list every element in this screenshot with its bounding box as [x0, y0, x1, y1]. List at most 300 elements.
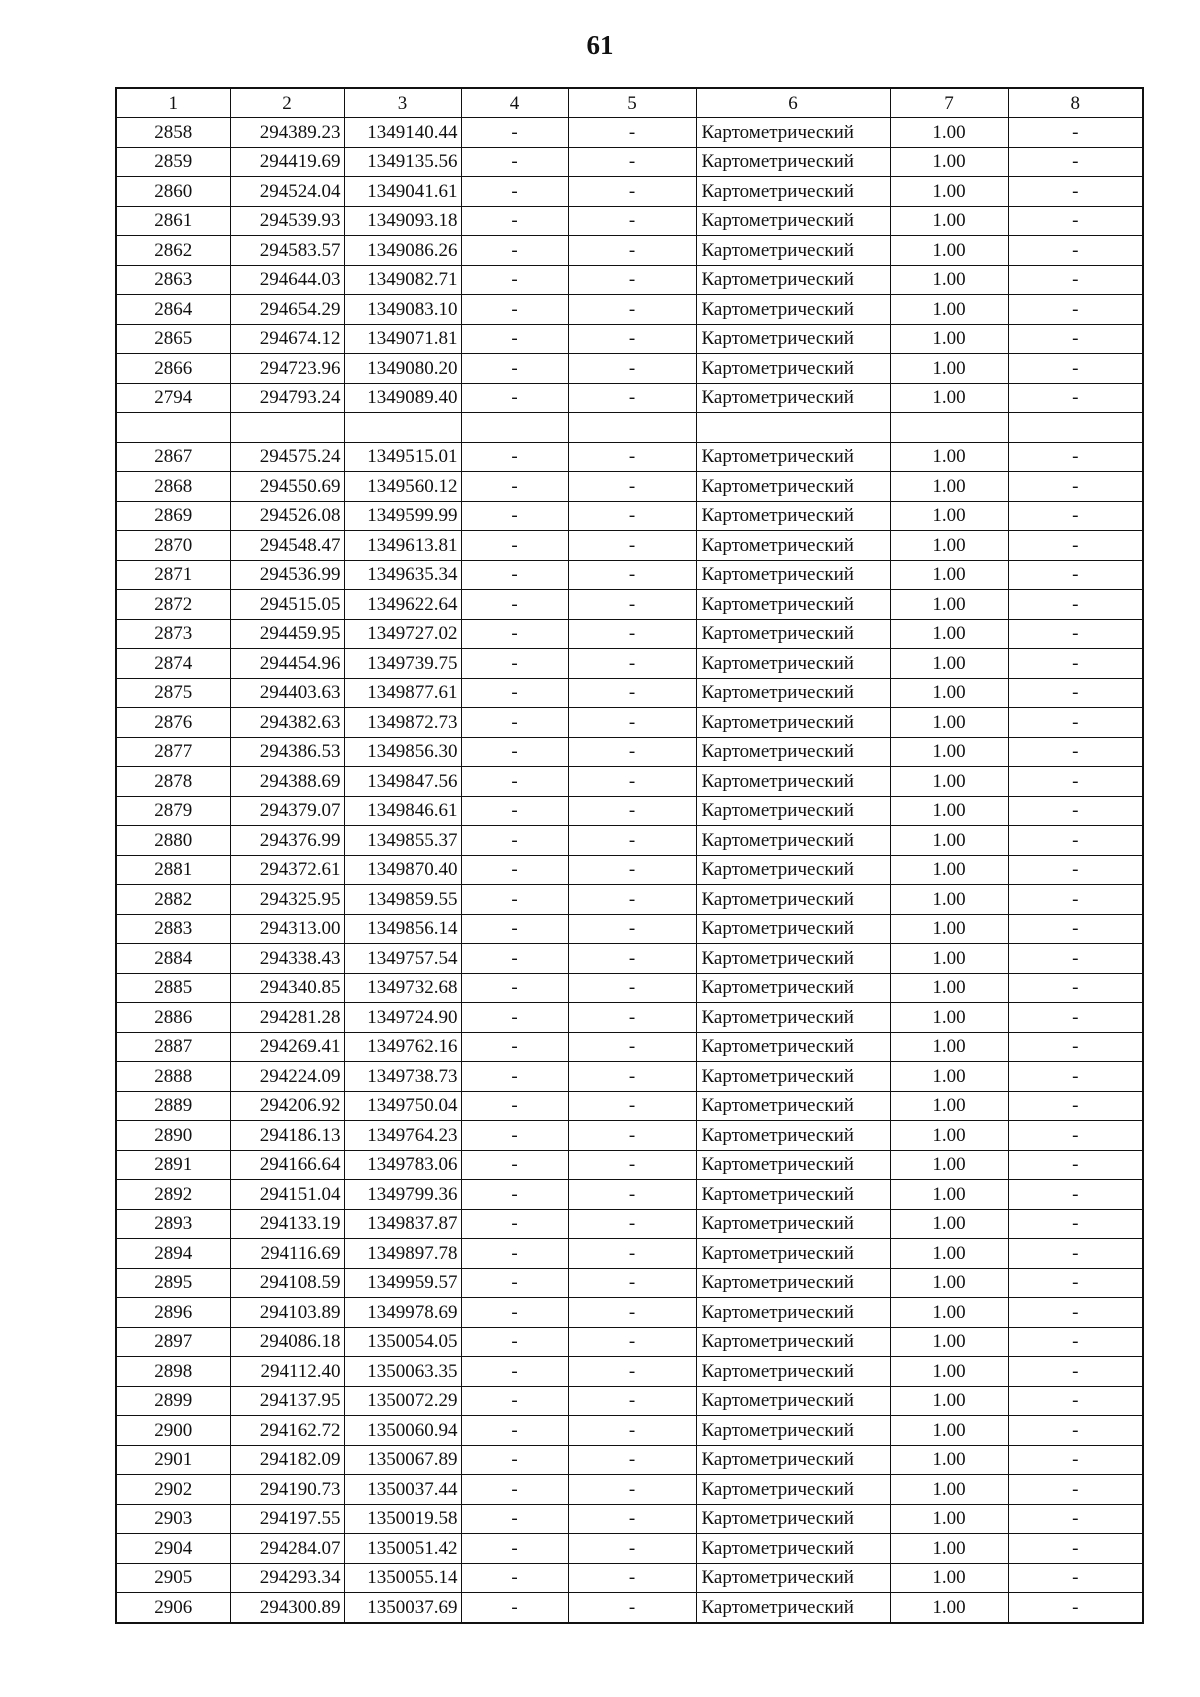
- col4-cell: -: [461, 147, 568, 177]
- col8-cell: -: [1008, 1268, 1143, 1298]
- method-cell: Картометрический: [696, 826, 890, 856]
- col5-cell: -: [568, 295, 696, 325]
- x-coordinate-cell: 294793.24: [230, 383, 344, 413]
- table-row: [116, 177, 1143, 207]
- method-cell: Картометрический: [696, 236, 890, 266]
- x-coordinate-cell: 294162.72: [230, 1416, 344, 1446]
- accuracy-cell: 1.00: [890, 649, 1008, 679]
- col4-cell: -: [461, 383, 568, 413]
- y-coordinate-cell: 1349599.99: [344, 501, 461, 531]
- y-coordinate-cell: 1350037.44: [344, 1475, 461, 1505]
- table-row: [116, 472, 1143, 502]
- col8-cell: -: [1008, 560, 1143, 590]
- y-coordinate-cell: 1349783.06: [344, 1150, 461, 1180]
- table-row: [116, 1209, 1143, 1239]
- table-row: [116, 1386, 1143, 1416]
- col8-cell: -: [1008, 944, 1143, 974]
- point-number-cell: 2865: [116, 324, 230, 354]
- table-row: [116, 1032, 1143, 1062]
- col4-cell: -: [461, 590, 568, 620]
- method-cell: Картометрический: [696, 1091, 890, 1121]
- accuracy-cell: 1.00: [890, 1062, 1008, 1092]
- x-coordinate-cell: 294281.28: [230, 1003, 344, 1033]
- y-coordinate-cell: 1350054.05: [344, 1327, 461, 1357]
- col8-cell: -: [1008, 855, 1143, 885]
- point-number-cell: 2870: [116, 531, 230, 561]
- accuracy-cell: 1.00: [890, 1386, 1008, 1416]
- method-cell: Картометрический: [696, 1563, 890, 1593]
- y-coordinate-cell: 1349089.40: [344, 383, 461, 413]
- method-cell: Картометрический: [696, 531, 890, 561]
- page-number: 61: [586, 30, 614, 60]
- method-cell: Картометрический: [696, 295, 890, 325]
- col8-cell: -: [1008, 1504, 1143, 1534]
- method-cell: Картометрический: [696, 147, 890, 177]
- col4-cell: -: [461, 118, 568, 148]
- col5-cell: -: [568, 236, 696, 266]
- method-cell: Картометрический: [696, 1534, 890, 1564]
- col4-cell: -: [461, 708, 568, 738]
- accuracy-cell: 1.00: [890, 560, 1008, 590]
- column-header: 6: [696, 88, 890, 118]
- accuracy-cell: 1.00: [890, 678, 1008, 708]
- point-number-cell: 2905: [116, 1563, 230, 1593]
- col5-cell: -: [568, 1180, 696, 1210]
- y-coordinate-cell: 1349613.81: [344, 531, 461, 561]
- point-number-cell: 2880: [116, 826, 230, 856]
- col4-cell: -: [461, 678, 568, 708]
- table-row: [116, 324, 1143, 354]
- table-row: [116, 118, 1143, 148]
- table-row: [116, 885, 1143, 915]
- accuracy-cell: 1.00: [890, 914, 1008, 944]
- col8-cell: [1008, 413, 1143, 443]
- accuracy-cell: 1.00: [890, 531, 1008, 561]
- point-number-cell: 2893: [116, 1209, 230, 1239]
- point-number-cell: 2892: [116, 1180, 230, 1210]
- point-number-cell: 2881: [116, 855, 230, 885]
- method-cell: Картометрический: [696, 1386, 890, 1416]
- x-coordinate-cell: 294133.19: [230, 1209, 344, 1239]
- col4-cell: -: [461, 944, 568, 974]
- point-number-cell: 2898: [116, 1357, 230, 1387]
- point-number-cell: 2906: [116, 1593, 230, 1623]
- col8-cell: -: [1008, 295, 1143, 325]
- col8-cell: -: [1008, 767, 1143, 797]
- col8-cell: -: [1008, 826, 1143, 856]
- col8-cell: -: [1008, 1209, 1143, 1239]
- point-number-cell: 2875: [116, 678, 230, 708]
- y-coordinate-cell: 1349762.16: [344, 1032, 461, 1062]
- table-row: [116, 531, 1143, 561]
- method-cell: Картометрический: [696, 1298, 890, 1328]
- col5-cell: -: [568, 944, 696, 974]
- accuracy-cell: 1.00: [890, 1327, 1008, 1357]
- point-number-cell: 2869: [116, 501, 230, 531]
- y-coordinate-cell: 1349082.71: [344, 265, 461, 295]
- col4-cell: -: [461, 1121, 568, 1151]
- col4-cell: -: [461, 472, 568, 502]
- col8-cell: -: [1008, 1416, 1143, 1446]
- col5-cell: -: [568, 1032, 696, 1062]
- accuracy-cell: 1.00: [890, 118, 1008, 148]
- col5-cell: -: [568, 1327, 696, 1357]
- method-cell: Картометрический: [696, 1062, 890, 1092]
- point-number-cell: 2873: [116, 619, 230, 649]
- point-number-cell: 2860: [116, 177, 230, 207]
- col5-cell: -: [568, 1062, 696, 1092]
- accuracy-cell: 1.00: [890, 590, 1008, 620]
- table-row: [116, 1504, 1143, 1534]
- x-coordinate-cell: 294197.55: [230, 1504, 344, 1534]
- method-cell: Картометрический: [696, 973, 890, 1003]
- point-number-cell: 2890: [116, 1121, 230, 1151]
- y-coordinate-cell: 1349515.01: [344, 442, 461, 472]
- table-row: [116, 590, 1143, 620]
- method-cell: Картометрический: [696, 1327, 890, 1357]
- accuracy-cell: 1.00: [890, 501, 1008, 531]
- col8-cell: -: [1008, 1327, 1143, 1357]
- accuracy-cell: 1.00: [890, 1563, 1008, 1593]
- x-coordinate-cell: 294382.63: [230, 708, 344, 738]
- method-cell: Картометрический: [696, 1032, 890, 1062]
- col5-cell: -: [568, 590, 696, 620]
- x-coordinate-cell: 294403.63: [230, 678, 344, 708]
- x-coordinate-cell: 294575.24: [230, 442, 344, 472]
- table-row: [116, 1062, 1143, 1092]
- method-cell: Картометрический: [696, 649, 890, 679]
- method-cell: Картометрический: [696, 560, 890, 590]
- x-coordinate-cell: 294654.29: [230, 295, 344, 325]
- y-coordinate-cell: 1349093.18: [344, 206, 461, 236]
- y-coordinate-cell: 1349870.40: [344, 855, 461, 885]
- col5-cell: -: [568, 1357, 696, 1387]
- x-coordinate-cell: 294386.53: [230, 737, 344, 767]
- col8-cell: -: [1008, 1563, 1143, 1593]
- accuracy-cell: 1.00: [890, 206, 1008, 236]
- accuracy-cell: 1.00: [890, 619, 1008, 649]
- table-row: [116, 1003, 1143, 1033]
- col5-cell: -: [568, 1593, 696, 1623]
- y-coordinate-cell: 1349083.10: [344, 295, 461, 325]
- col8-cell: -: [1008, 1445, 1143, 1475]
- point-number-cell: 2884: [116, 944, 230, 974]
- point-number-cell: 2886: [116, 1003, 230, 1033]
- table-row: [116, 826, 1143, 856]
- column-header: 1: [116, 88, 230, 118]
- point-number-cell: 2861: [116, 206, 230, 236]
- col4-cell: -: [461, 855, 568, 885]
- col8-cell: -: [1008, 1062, 1143, 1092]
- table-row: [116, 1475, 1143, 1505]
- y-coordinate-cell: 1349764.23: [344, 1121, 461, 1151]
- y-coordinate-cell: 1350019.58: [344, 1504, 461, 1534]
- column-header: 8: [1008, 88, 1143, 118]
- col4-cell: -: [461, 737, 568, 767]
- accuracy-cell: 1.00: [890, 295, 1008, 325]
- table-row: [116, 265, 1143, 295]
- point-number-cell: 2878: [116, 767, 230, 797]
- accuracy-cell: 1.00: [890, 1593, 1008, 1623]
- col5-cell: -: [568, 501, 696, 531]
- accuracy-cell: 1.00: [890, 1298, 1008, 1328]
- table-row: [116, 678, 1143, 708]
- y-coordinate-cell: [344, 413, 461, 443]
- x-coordinate-cell: 294086.18: [230, 1327, 344, 1357]
- table-row: [116, 383, 1143, 413]
- point-number-cell: 2872: [116, 590, 230, 620]
- col5-cell: -: [568, 1416, 696, 1446]
- table-row: [116, 1593, 1143, 1623]
- table-row: [116, 560, 1143, 590]
- col8-cell: -: [1008, 708, 1143, 738]
- x-coordinate-cell: 294419.69: [230, 147, 344, 177]
- x-coordinate-cell: 294151.04: [230, 1180, 344, 1210]
- table-row: [116, 1121, 1143, 1151]
- accuracy-cell: 1.00: [890, 1003, 1008, 1033]
- method-cell: Картометрический: [696, 1150, 890, 1180]
- y-coordinate-cell: 1349978.69: [344, 1298, 461, 1328]
- x-coordinate-cell: 294524.04: [230, 177, 344, 207]
- x-coordinate-cell: 294313.00: [230, 914, 344, 944]
- accuracy-cell: 1.00: [890, 826, 1008, 856]
- x-coordinate-cell: 294116.69: [230, 1239, 344, 1269]
- col5-cell: -: [568, 147, 696, 177]
- col5-cell: -: [568, 973, 696, 1003]
- col5-cell: -: [568, 1534, 696, 1564]
- col4-cell: -: [461, 914, 568, 944]
- table-body: [116, 118, 1143, 1623]
- col4-cell: -: [461, 973, 568, 1003]
- method-cell: Картометрический: [696, 1180, 890, 1210]
- col4-cell: -: [461, 1180, 568, 1210]
- point-number-cell: 2900: [116, 1416, 230, 1446]
- accuracy-cell: 1.00: [890, 324, 1008, 354]
- col8-cell: -: [1008, 118, 1143, 148]
- col5-cell: -: [568, 914, 696, 944]
- accuracy-cell: 1.00: [890, 1121, 1008, 1151]
- y-coordinate-cell: 1349877.61: [344, 678, 461, 708]
- point-number-cell: 2883: [116, 914, 230, 944]
- point-number-cell: 2874: [116, 649, 230, 679]
- point-number-cell: 2888: [116, 1062, 230, 1092]
- col5-cell: -: [568, 472, 696, 502]
- method-cell: Картометрический: [696, 265, 890, 295]
- col8-cell: -: [1008, 1091, 1143, 1121]
- table-row: [116, 855, 1143, 885]
- col5-cell: -: [568, 855, 696, 885]
- col5-cell: -: [568, 531, 696, 561]
- col5-cell: -: [568, 619, 696, 649]
- col4-cell: -: [461, 1386, 568, 1416]
- col8-cell: -: [1008, 914, 1143, 944]
- col4-cell: -: [461, 295, 568, 325]
- method-cell: Картометрический: [696, 1475, 890, 1505]
- col5-cell: -: [568, 118, 696, 148]
- method-cell: Картометрический: [696, 354, 890, 384]
- method-cell: Картометрический: [696, 737, 890, 767]
- col8-cell: -: [1008, 1475, 1143, 1505]
- col8-cell: -: [1008, 324, 1143, 354]
- table-row: [116, 236, 1143, 266]
- col5-cell: -: [568, 1475, 696, 1505]
- y-coordinate-cell: 1350037.69: [344, 1593, 461, 1623]
- y-coordinate-cell: 1350067.89: [344, 1445, 461, 1475]
- accuracy-cell: [890, 413, 1008, 443]
- header-row: [116, 88, 1143, 118]
- accuracy-cell: 1.00: [890, 1534, 1008, 1564]
- x-coordinate-cell: 294376.99: [230, 826, 344, 856]
- y-coordinate-cell: 1349959.57: [344, 1268, 461, 1298]
- point-number-cell: 2859: [116, 147, 230, 177]
- col5-cell: -: [568, 826, 696, 856]
- col8-cell: -: [1008, 531, 1143, 561]
- col8-cell: -: [1008, 1150, 1143, 1180]
- point-number-cell: [116, 413, 230, 443]
- accuracy-cell: 1.00: [890, 1357, 1008, 1387]
- x-coordinate-cell: 294166.64: [230, 1150, 344, 1180]
- x-coordinate-cell: 294293.34: [230, 1563, 344, 1593]
- col4-cell: -: [461, 177, 568, 207]
- col5-cell: -: [568, 177, 696, 207]
- col5-cell: -: [568, 678, 696, 708]
- col4-cell: -: [461, 1298, 568, 1328]
- col5-cell: -: [568, 767, 696, 797]
- col4-cell: -: [461, 619, 568, 649]
- col8-cell: -: [1008, 796, 1143, 826]
- table-row: [116, 1563, 1143, 1593]
- table-row: [116, 1416, 1143, 1446]
- point-number-cell: 2903: [116, 1504, 230, 1534]
- accuracy-cell: 1.00: [890, 354, 1008, 384]
- col5-cell: -: [568, 796, 696, 826]
- method-cell: Картометрический: [696, 206, 890, 236]
- col5-cell: -: [568, 1209, 696, 1239]
- table-row: [116, 619, 1143, 649]
- column-header: 4: [461, 88, 568, 118]
- col5-cell: -: [568, 1268, 696, 1298]
- col4-cell: -: [461, 1032, 568, 1062]
- col4-cell: -: [461, 1091, 568, 1121]
- col4-cell: -: [461, 442, 568, 472]
- method-cell: Картометрический: [696, 501, 890, 531]
- point-number-cell: 2882: [116, 885, 230, 915]
- col5-cell: -: [568, 649, 696, 679]
- method-cell: Картометрический: [696, 619, 890, 649]
- accuracy-cell: 1.00: [890, 1475, 1008, 1505]
- x-coordinate-cell: 294300.89: [230, 1593, 344, 1623]
- col4-cell: -: [461, 767, 568, 797]
- table-row: [116, 442, 1143, 472]
- col8-cell: -: [1008, 1003, 1143, 1033]
- col4-cell: -: [461, 1475, 568, 1505]
- accuracy-cell: 1.00: [890, 767, 1008, 797]
- method-cell: Картометрический: [696, 767, 890, 797]
- col5-cell: -: [568, 1386, 696, 1416]
- point-number-cell: 2858: [116, 118, 230, 148]
- col8-cell: -: [1008, 1121, 1143, 1151]
- col8-cell: -: [1008, 737, 1143, 767]
- col4-cell: -: [461, 1003, 568, 1033]
- x-coordinate-cell: 294389.23: [230, 118, 344, 148]
- method-cell: Картометрический: [696, 383, 890, 413]
- table-row: [116, 295, 1143, 325]
- table-row: [116, 1180, 1143, 1210]
- col8-cell: -: [1008, 177, 1143, 207]
- y-coordinate-cell: 1349041.61: [344, 177, 461, 207]
- x-coordinate-cell: 294548.47: [230, 531, 344, 561]
- method-cell: Картометрический: [696, 177, 890, 207]
- y-coordinate-cell: 1349757.54: [344, 944, 461, 974]
- y-coordinate-cell: 1349846.61: [344, 796, 461, 826]
- col4-cell: -: [461, 265, 568, 295]
- y-coordinate-cell: 1349739.75: [344, 649, 461, 679]
- col4-cell: -: [461, 1593, 568, 1623]
- point-number-cell: 2895: [116, 1268, 230, 1298]
- method-cell: Картометрический: [696, 118, 890, 148]
- col4-cell: -: [461, 1239, 568, 1269]
- table-row: [116, 354, 1143, 384]
- y-coordinate-cell: 1349837.87: [344, 1209, 461, 1239]
- col8-cell: -: [1008, 1534, 1143, 1564]
- col8-cell: -: [1008, 973, 1143, 1003]
- x-coordinate-cell: 294206.92: [230, 1091, 344, 1121]
- method-cell: Картометрический: [696, 1268, 890, 1298]
- point-number-cell: 2879: [116, 796, 230, 826]
- x-coordinate-cell: 294338.43: [230, 944, 344, 974]
- x-coordinate-cell: 294454.96: [230, 649, 344, 679]
- y-coordinate-cell: 1349135.56: [344, 147, 461, 177]
- method-cell: Картометрический: [696, 855, 890, 885]
- col4-cell: -: [461, 796, 568, 826]
- y-coordinate-cell: 1349855.37: [344, 826, 461, 856]
- x-coordinate-cell: 294137.95: [230, 1386, 344, 1416]
- point-number-cell: 2889: [116, 1091, 230, 1121]
- col4-cell: -: [461, 324, 568, 354]
- y-coordinate-cell: 1349622.64: [344, 590, 461, 620]
- y-coordinate-cell: 1349859.55: [344, 885, 461, 915]
- accuracy-cell: 1.00: [890, 147, 1008, 177]
- col4-cell: -: [461, 501, 568, 531]
- table-row: [116, 1445, 1143, 1475]
- table-row: [116, 1239, 1143, 1269]
- table-row: [116, 973, 1143, 1003]
- x-coordinate-cell: 294182.09: [230, 1445, 344, 1475]
- col8-cell: -: [1008, 1593, 1143, 1623]
- method-cell: Картометрический: [696, 442, 890, 472]
- method-cell: Картометрический: [696, 590, 890, 620]
- x-coordinate-cell: 294325.95: [230, 885, 344, 915]
- col5-cell: -: [568, 885, 696, 915]
- y-coordinate-cell: 1349799.36: [344, 1180, 461, 1210]
- col5-cell: [568, 413, 696, 443]
- accuracy-cell: 1.00: [890, 265, 1008, 295]
- x-coordinate-cell: 294459.95: [230, 619, 344, 649]
- col5-cell: -: [568, 1298, 696, 1328]
- col5-cell: -: [568, 708, 696, 738]
- method-cell: Картометрический: [696, 1593, 890, 1623]
- table-row: [116, 796, 1143, 826]
- col8-cell: -: [1008, 619, 1143, 649]
- accuracy-cell: 1.00: [890, 1091, 1008, 1121]
- col5-cell: -: [568, 1239, 696, 1269]
- x-coordinate-cell: 294340.85: [230, 973, 344, 1003]
- accuracy-cell: 1.00: [890, 885, 1008, 915]
- col4-cell: -: [461, 1504, 568, 1534]
- col4-cell: -: [461, 1268, 568, 1298]
- y-coordinate-cell: 1349071.81: [344, 324, 461, 354]
- method-cell: Картометрический: [696, 1416, 890, 1446]
